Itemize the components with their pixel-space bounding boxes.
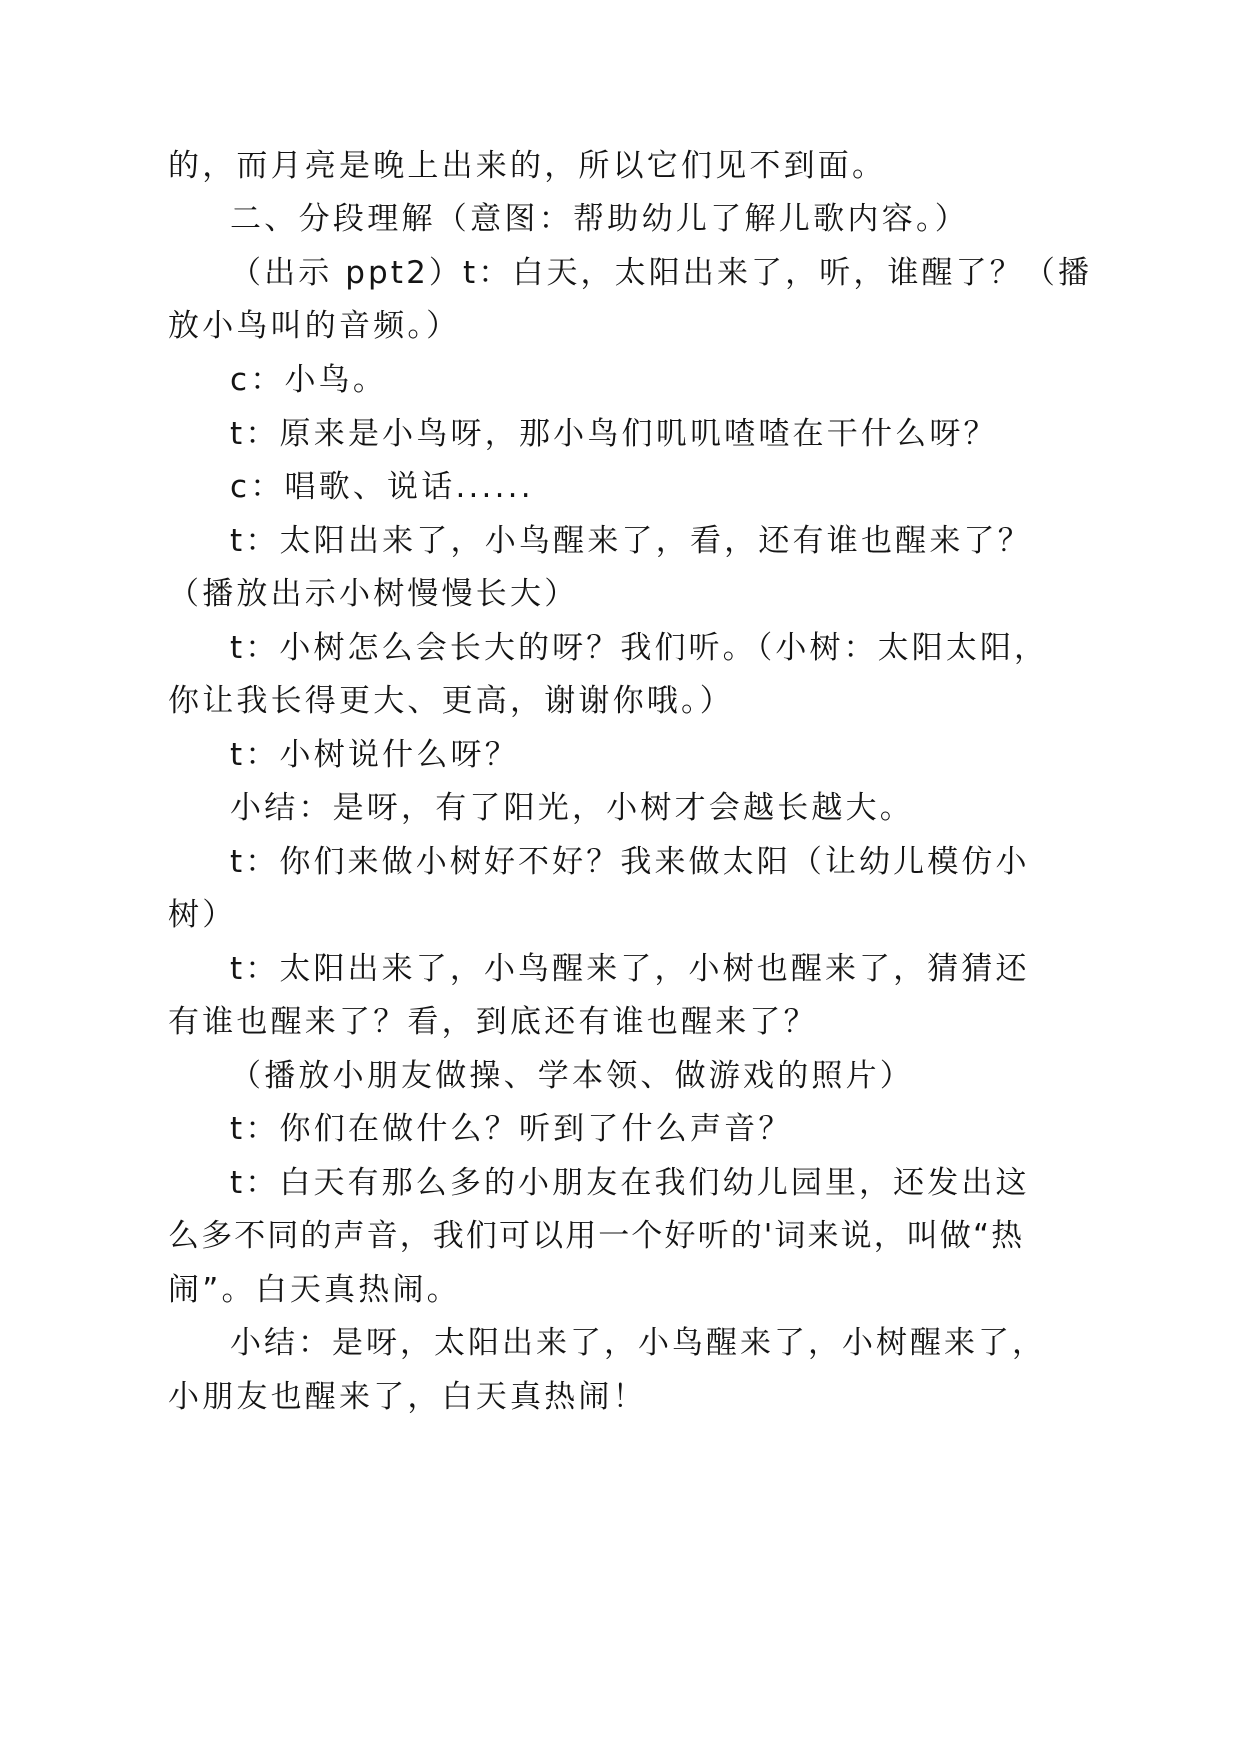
text-line: t：太阳出来了，小鸟醒来了，小树也醒来了，猜猜还: [230, 951, 1030, 987]
text-line: 放小鸟叫的音频。）: [168, 308, 461, 344]
text-line: 二、分段理解（意图：帮助幼儿了解儿歌内容。）: [230, 201, 970, 237]
text-line: t：白天有那么多的小朋友在我们幼儿园里，还发出这: [230, 1165, 1030, 1201]
text-line: 有谁也醒来了？看，到底还有谁也醒来了？: [168, 1004, 818, 1040]
text-line: 么多不同的声音，我们可以用一个好听的'词来说，叫做“热: [168, 1218, 1025, 1254]
text-line: c：唱歌、说话......: [230, 469, 534, 505]
text-line: （出示 ppt2）t：白天，太阳出来了，听，谁醒了？（播: [230, 255, 1093, 291]
text-line: 小结：是呀，太阳出来了，小鸟醒来了，小树醒来了，: [230, 1325, 1046, 1361]
text-line: t：你们在做什么？听到了什么声音？: [230, 1111, 793, 1147]
text-line: 的，而月亮是晚上出来的，所以它们见不到面。: [168, 148, 887, 184]
text-line: t：太阳出来了，小鸟醒来了，看，还有谁也醒来了？: [230, 523, 1032, 559]
text-line: c：小鸟。: [230, 362, 388, 398]
text-line: 你让我长得更大、更高，谢谢你哦。）: [168, 683, 734, 719]
text-line: 小结：是呀，有了阳光，小树才会越长越大。: [230, 790, 914, 826]
text-line: （播放小朋友做操、学本领、做游戏的照片）: [230, 1058, 914, 1094]
text-line: t：小树怎么会长大的呀？我们听。（小树：太阳太阳，: [230, 630, 1049, 666]
text-line: 小朋友也醒来了，白天真热闹！: [168, 1379, 647, 1415]
text-line: （播放出示小树慢慢长大）: [168, 576, 579, 612]
text-line: 树）: [168, 897, 237, 933]
text-line: t：原来是小鸟呀，那小鸟们叽叽喳喳在干什么呀？: [230, 416, 998, 452]
text-line: t：你们来做小树好不好？我来做太阳（让幼儿模仿小: [230, 844, 1030, 880]
text-line: 闹”。白天真热闹。: [168, 1272, 461, 1308]
text-line: t：小树说什么呀？: [230, 737, 519, 773]
